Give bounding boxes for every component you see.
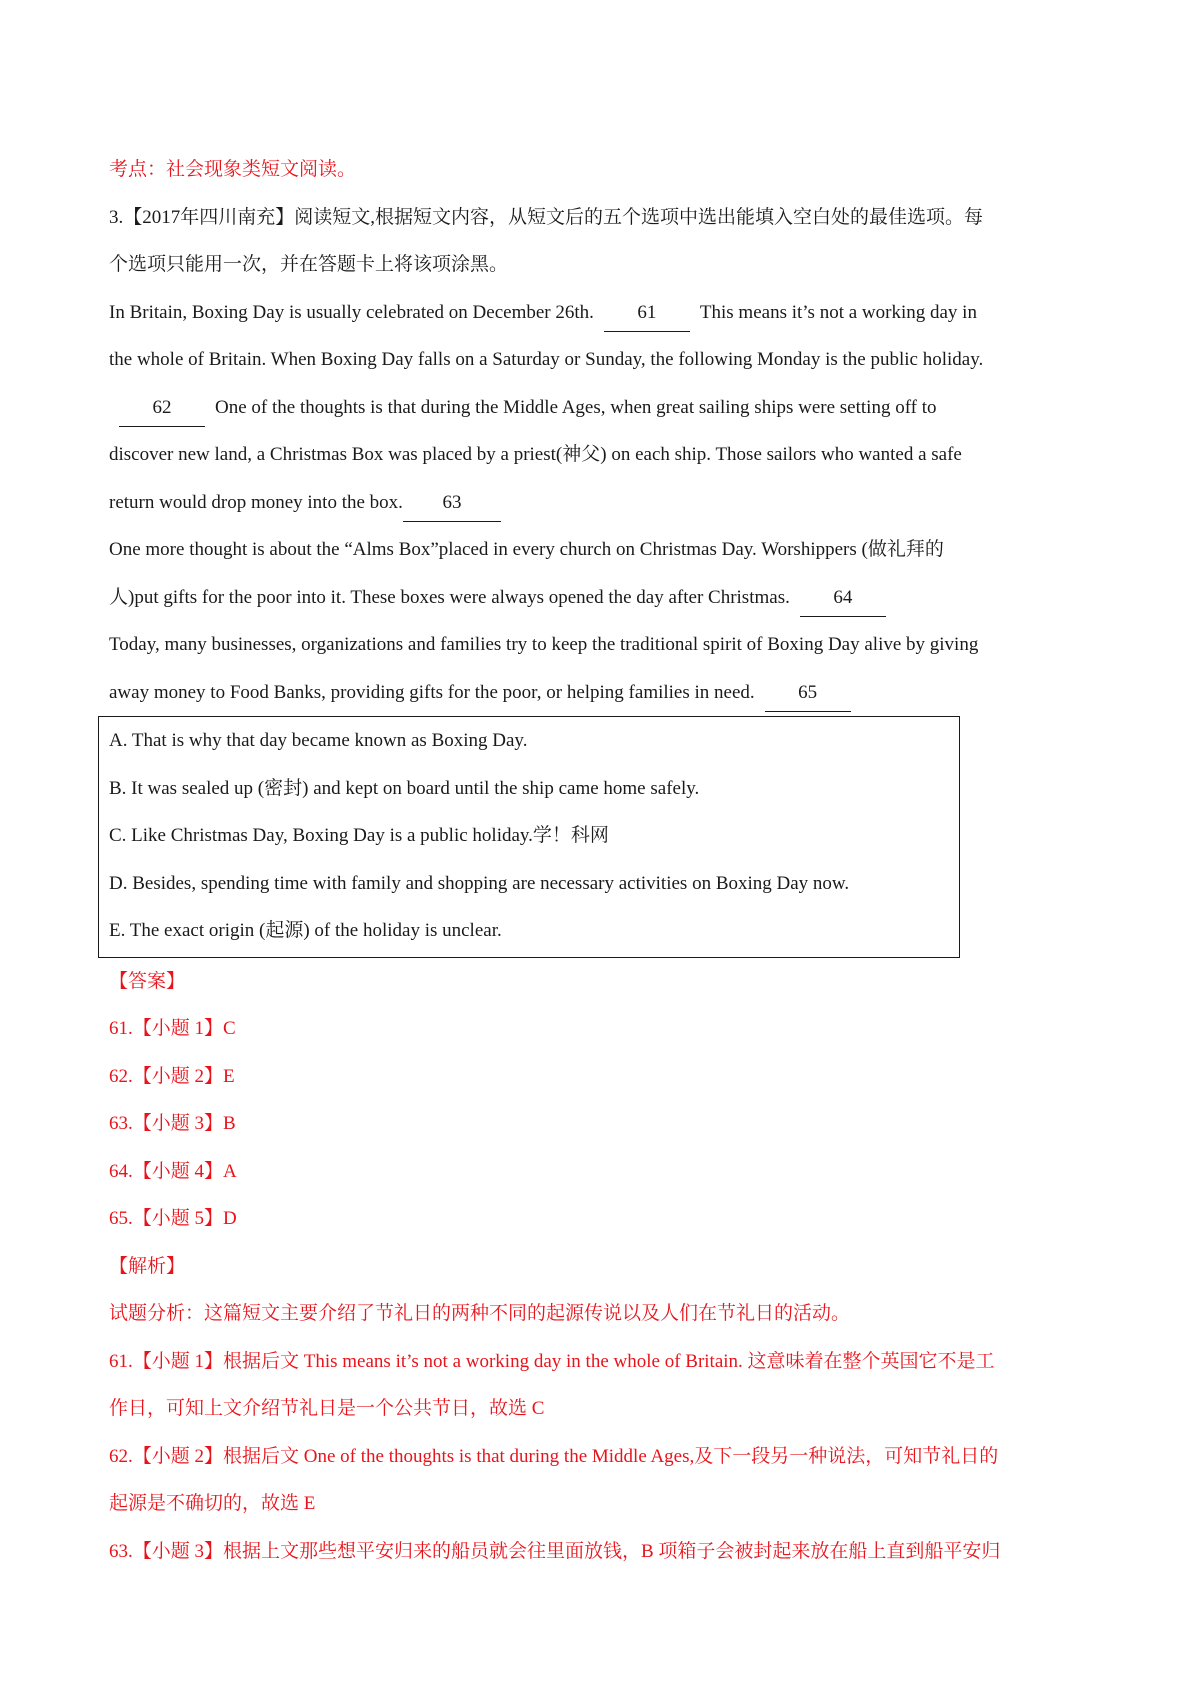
passage-line (109, 479, 1109, 527)
analysis-line: 试题分析：这篇短文主要介绍了节礼日的两种不同的起源传说以及人们在节礼日的活动。 (109, 1303, 851, 1324)
question-instruction-line-1: 3.【2017年四川南充】阅读短文,根据短文内容，从短文后的五个选项中选出能填入空白处的最佳选项。每 (109, 206, 984, 228)
passage-text: In Britain, Boxing Day is usually celebrated on December 26th. (109, 301, 594, 323)
option-e: E. The exact origin (起源) of the holiday is unclear. (109, 920, 502, 941)
analysis-line: 起源是不确切的，故选 E (109, 1493, 316, 1514)
options-box (98, 716, 960, 958)
answer-item: 64.【小题 4】A (109, 1160, 237, 1182)
passage-line (109, 289, 1109, 337)
passage-text: return would drop money into the box. (109, 491, 403, 513)
analysis-line: 作日，可知上文介绍节礼日是一个公共节日，故选 C (109, 1398, 545, 1419)
blank-62: 62 (119, 384, 205, 432)
answer-header: 【答案】 (109, 970, 186, 992)
blank-65: 65 (765, 669, 851, 717)
option-b: B. It was sealed up (密封) and kept on board until the ship came home safely. (109, 777, 700, 799)
analysis-line: 61.【小题 1】根据后文 This means it’s not a working day in the whole of Britain. 这意味着在整个英国它不是工 (109, 1350, 995, 1372)
passage-line: discover new land, a Christmas Box was placed by a priest(神父) on each ship. Those sailors who wanted a safe (109, 444, 962, 465)
passage-line (109, 384, 1109, 432)
passage-line: Today, many businesses, organizations and families try to keep the traditional spirit of Boxing Day alive by giving (109, 634, 979, 655)
question-instruction-line-2: 个选项只能用一次，并在答题卡上将该项涂黑。 (109, 254, 509, 275)
passage-text: 人)put gifts for the poor into it. These boxes were always opened the day after Christmas. (109, 586, 790, 608)
answer-item: 63.【小题 3】B (109, 1113, 236, 1134)
option-c: C. Like Christmas Day, Boxing Day is a public holiday.学！科网 (109, 825, 609, 846)
analysis-line: 63.【小题 3】根据上文那些想平安归来的船员就会往里面放钱，B 项箱子会被封起来放在船上直到船平安归 (109, 1540, 1001, 1562)
analysis-line: 62.【小题 2】根据后文 One of the thoughts is that during the Middle Ages,及下一段另一种说法，可知节礼日的 (109, 1445, 999, 1467)
analysis-header: 【解析】 (109, 1255, 186, 1277)
passage-line (109, 574, 1109, 622)
passage-line (109, 669, 1109, 717)
blank-64: 64 (800, 574, 886, 622)
answer-item: 65.【小题 5】D (109, 1208, 237, 1229)
answer-item: 62.【小题 2】E (109, 1065, 235, 1087)
answer-item: 61.【小题 1】C (109, 1018, 236, 1039)
passage-line: the whole of Britain. When Boxing Day falls on a Saturday or Sunday, the following Monday is the public holiday. (109, 349, 984, 370)
kaodian-note: 考点：社会现象类短文阅读。 (109, 159, 357, 180)
passage-line: One more thought is about the “Alms Box”placed in every church on Christmas Day. Worshippers (做礼拜的 (109, 539, 944, 560)
passage-text: away money to Food Banks, providing gifts for the poor, or helping families in need. (109, 681, 755, 703)
passage-text: One of the thoughts is that during the Middle Ages, when great sailing ships were setting off to (215, 396, 937, 418)
blank-63: 63 (403, 479, 501, 527)
blank-61: 61 (604, 289, 690, 337)
document-page (109, 146, 1109, 1575)
option-a: A. That is why that day became known as Boxing Day. (109, 730, 528, 751)
option-d: D. Besides, spending time with family and shopping are necessary activities on Boxing Day now. (109, 872, 850, 894)
passage-text: This means it’s not a working day in (699, 301, 977, 323)
